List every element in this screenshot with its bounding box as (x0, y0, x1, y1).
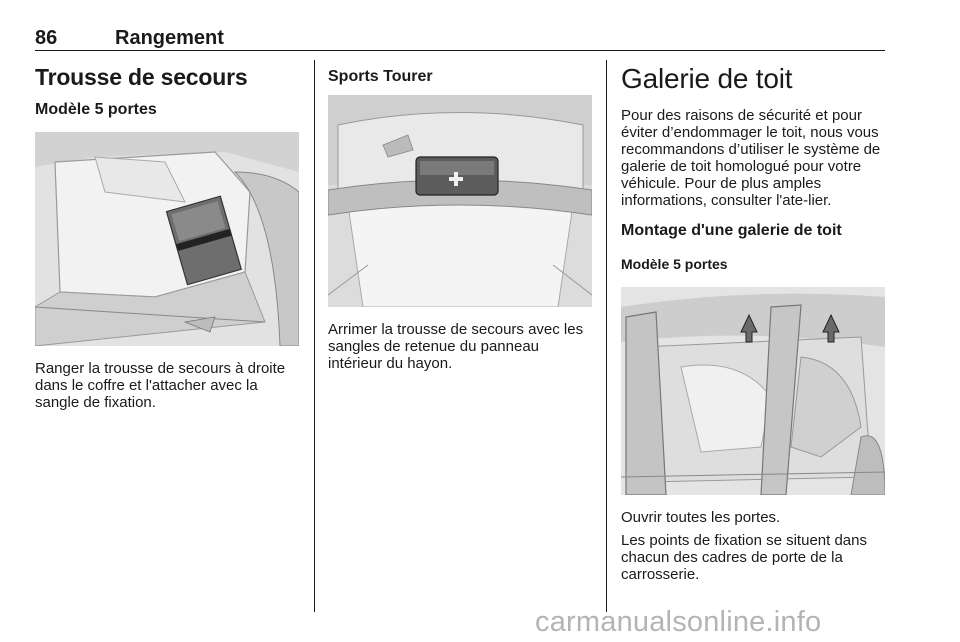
paragraph: Arrimer la trousse de secours avec les sangles de retenue du panneau intérieur du hayon. (328, 321, 584, 372)
paragraph: Pour des raisons de sécurité et pour éviter d’endommager le toit, nous vous recommandons d’utiliser le système de galerie de toit homologué pour votre véhicule. Pour de plus amples informations, consulter l'ate-lier. (621, 107, 881, 209)
column-divider (314, 60, 315, 612)
header-rule (35, 50, 885, 51)
roof-rack-mounting-points-illustration (621, 287, 885, 495)
column-first-aid-sports-tourer (328, 60, 592, 372)
running-title: Rangement (115, 27, 224, 49)
paragraph: Ouvrir toutes les portes. (621, 509, 781, 526)
watermark: carmanualsonline.info (535, 606, 822, 638)
subheading-5-door: Modèle 5 portes (621, 256, 728, 272)
section-heading-first-aid: Trousse de secours (35, 64, 248, 90)
page-header (35, 27, 885, 51)
paragraph: Les points de fixation se situent dans chacun des cadres de porte de la carrosserie. (621, 532, 867, 583)
trunk-first-aid-kit-illustration (35, 132, 299, 346)
subheading-5-door: Modèle 5 portes (35, 101, 157, 118)
column-divider (606, 60, 607, 612)
subheading-sports-tourer: Sports Tourer (328, 68, 433, 85)
paragraph: Ranger la trousse de secours à droite dans le coffre et l'attacher avec la sangle de fixation. (35, 360, 286, 411)
page-number: 86 (35, 27, 58, 49)
subheading-roof-rack-mounting: Montage d'une galerie de toit (621, 222, 842, 239)
column-roof-rack (621, 60, 887, 583)
section-heading-roof-rack: Galerie de toit (621, 63, 793, 94)
column-first-aid-hatchback (35, 60, 303, 411)
tailgate-first-aid-kit-illustration (328, 95, 592, 307)
